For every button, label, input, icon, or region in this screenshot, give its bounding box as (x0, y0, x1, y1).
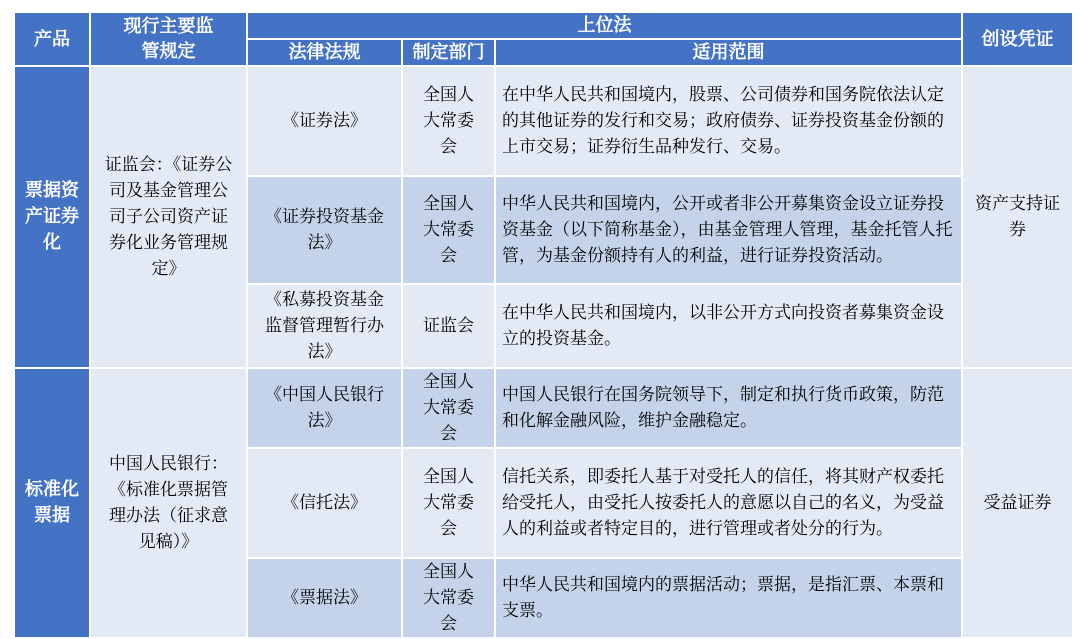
table-row (14, 66, 1073, 176)
scope-cell: 在中华人民共和国境内，股票、公司债券和国务院依法认定的其他证券的发行和交易；政府债券、证券投资基金份额的上市交易；证券衍生品种发行、交易。 (495, 66, 962, 176)
certificate-cell: 资产支持证券 (962, 66, 1073, 368)
regulation-table (13, 11, 1074, 639)
product-cell: 票据资产证券化 (14, 66, 90, 368)
header-certificate: 创设凭证 (962, 12, 1073, 66)
header-row-1 (14, 12, 1073, 39)
header-dept: 制定部门 (402, 39, 495, 66)
law-cell: 《信托法》 (247, 448, 402, 558)
header-product: 产品 (14, 12, 90, 66)
law-cell: 《证券投资基金法》 (247, 176, 402, 284)
certificate-cell: 受益证券 (962, 368, 1073, 638)
header-scope: 适用范围 (495, 39, 962, 66)
dept-cell: 全国人大常委会 (402, 176, 495, 284)
scope-cell: 在中华人民共和国境内，以非公开方式向投资者募集资金设立的投资基金。 (495, 284, 962, 368)
dept-cell: 证监会 (402, 284, 495, 368)
dept-cell: 全国人大常委会 (402, 368, 495, 448)
regulation-cell: 中国人民银行：《标准化票据管理办法（征求意见稿）》 (90, 368, 247, 638)
law-cell: 《私募投资基金监督管理暂行办法》 (247, 284, 402, 368)
header-regulation: 现行主要监管规定 (90, 12, 247, 66)
scope-cell: 中华人民共和国境内的票据活动；票据，是指汇票、本票和支票。 (495, 558, 962, 638)
regulation-cell: 证监会：《证券公司及基金管理公司子公司资产证券化业务管理规定》 (90, 66, 247, 368)
scope-cell: 中华人民共和国境内，公开或者非公开募集资金设立证券投资基金（以下简称基金），由基金管理人管理，基金托管人托管，为基金份额持有人的利益，进行证券投资活动。 (495, 176, 962, 284)
table-row (14, 368, 1073, 448)
product-cell: 标准化票据 (14, 368, 90, 638)
law-cell: 《证券法》 (247, 66, 402, 176)
dept-cell: 全国人大常委会 (402, 66, 495, 176)
law-cell: 《票据法》 (247, 558, 402, 638)
regulation-table-container (13, 11, 1072, 634)
dept-cell: 全国人大常委会 (402, 558, 495, 638)
dept-cell: 全国人大常委会 (402, 448, 495, 558)
scope-cell: 中国人民银行在国务院领导下，制定和执行货币政策，防范和化解金融风险，维护金融稳定。 (495, 368, 962, 448)
law-cell: 《中国人民银行法》 (247, 368, 402, 448)
header-upper-law: 上位法 (247, 12, 962, 39)
header-law: 法律法规 (247, 39, 402, 66)
scope-cell: 信托关系，即委托人基于对受托人的信任，将其财产权委托给受托人，由受托人按委托人的意愿以自己的名义，为受益人的利益或者特定目的，进行管理或者处分的行为。 (495, 448, 962, 558)
